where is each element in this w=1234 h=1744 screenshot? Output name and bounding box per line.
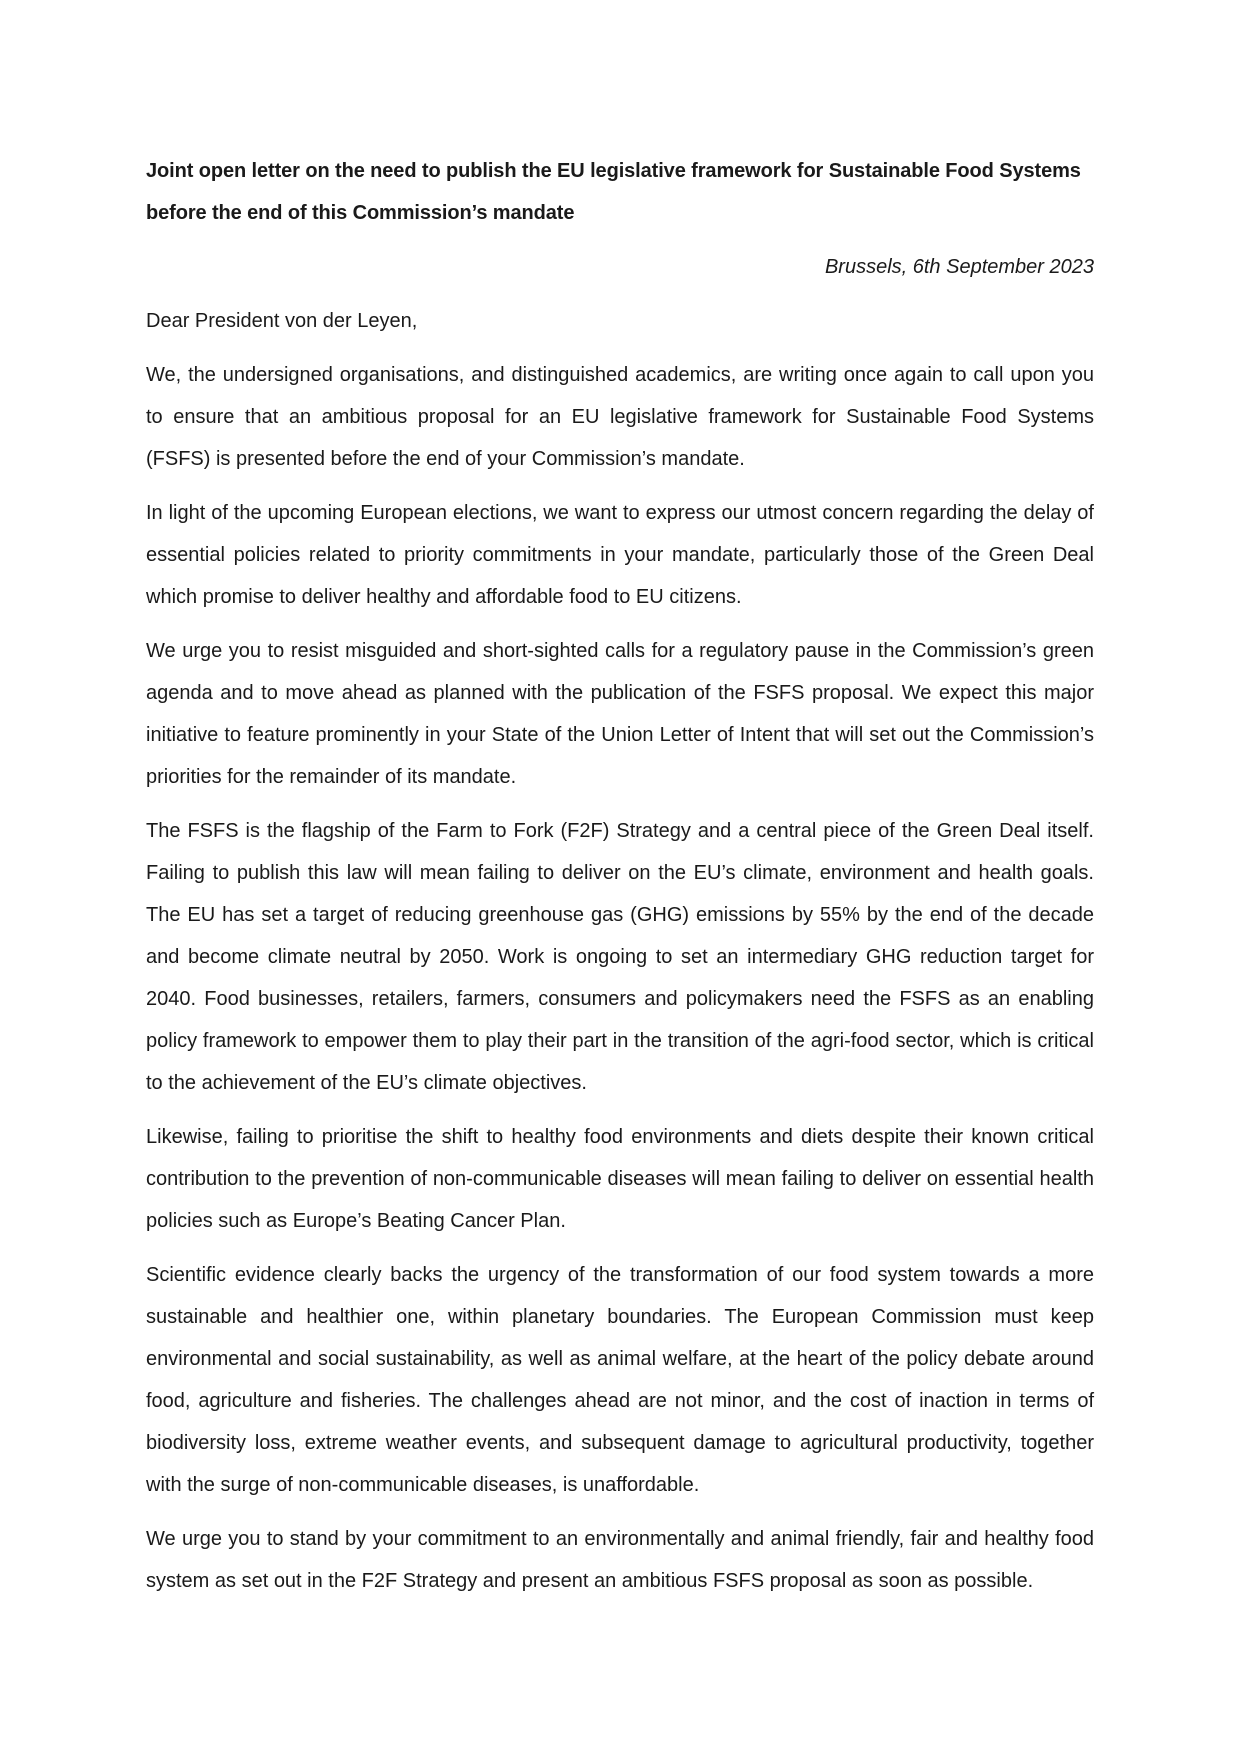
place-date: Brussels, 6th September 2023 xyxy=(824,256,1094,278)
letter-body xyxy=(146,150,1094,1602)
paragraph-fsfs-flagship: The FSFS is the flagship of the Farm to Fork (F2F) Strategy and a central piece of the Green Deal itself. Failing to publish this law will mean failing to deliver on the EU’s climate, environment and health goals. The EU has set a target of reducing greenhouse gas (GHG) emissions by 55% by the end of the decade and become climate neutral by 2050. Work is ongoing to set an intermediary GHG reduction target for 2040. Food businesses, retailers, farmers, consumers and policymakers need the FSFS as an enabling policy framework to empower them to play their part in the transition of the agri-food sector, which is critical to the achievement of the EU’s climate objectives. xyxy=(146,820,1094,1094)
paragraph-regulatory-pause: We urge you to resist misguided and short-sighted calls for a regulatory pause in the Commission’s green agenda and to move ahead as planned with the publication of the FSFS proposal. We expect this major initiative to feature prominently in your State of the Union Letter of Intent that will set out the Commission’s priorities for the remainder of its mandate. xyxy=(146,640,1094,788)
letter-title: Joint open letter on the need to publish the EU legislative framework for Sustainable Food Systems before the end of this Commission’s mandate xyxy=(146,160,1081,224)
paragraph-health-policies: Likewise, failing to prioritise the shift to healthy food environments and diets despite their known critical contribution to the prevention of non-communicable diseases will mean failing to deliver on essential health policies such as Europe’s Beating Cancer Plan. xyxy=(146,1126,1094,1232)
paragraph-elections-concern: In light of the upcoming European elections, we want to express our utmost concern regarding the delay of essential policies related to priority commitments in your mandate, particularly those of the Green Deal which promise to deliver healthy and affordable food to EU citizens. xyxy=(146,502,1094,608)
paragraph-closing-urge: We urge you to stand by your commitment to an environmentally and animal friendly, fair and healthy food system as set out in the F2F Strategy and present an ambitious FSFS proposal as soon as possible. xyxy=(146,1528,1094,1592)
paragraph-intro: We, the undersigned organisations, and distinguished academics, are writing once again to call upon you to ensure that an ambitious proposal for an EU legislative framework for Sustainable Food Systems (FSFS) is presented before the end of your Commission’s mandate. xyxy=(146,364,1094,470)
salutation: Dear President von der Leyen, xyxy=(146,310,418,332)
paragraph-scientific-evidence: Scientific evidence clearly backs the urgency of the transformation of our food system towards a more sustainable and healthier one, within planetary boundaries. The European Commission must keep environmental and social sustainability, as well as animal welfare, at the heart of the policy debate around food, agriculture and fisheries. The challenges ahead are not minor, and the cost of inaction in terms of biodiversity loss, extreme weather events, and subsequent damage to agricultural productivity, together with the surge of non-communicable diseases, is unaffordable. xyxy=(146,1264,1094,1496)
